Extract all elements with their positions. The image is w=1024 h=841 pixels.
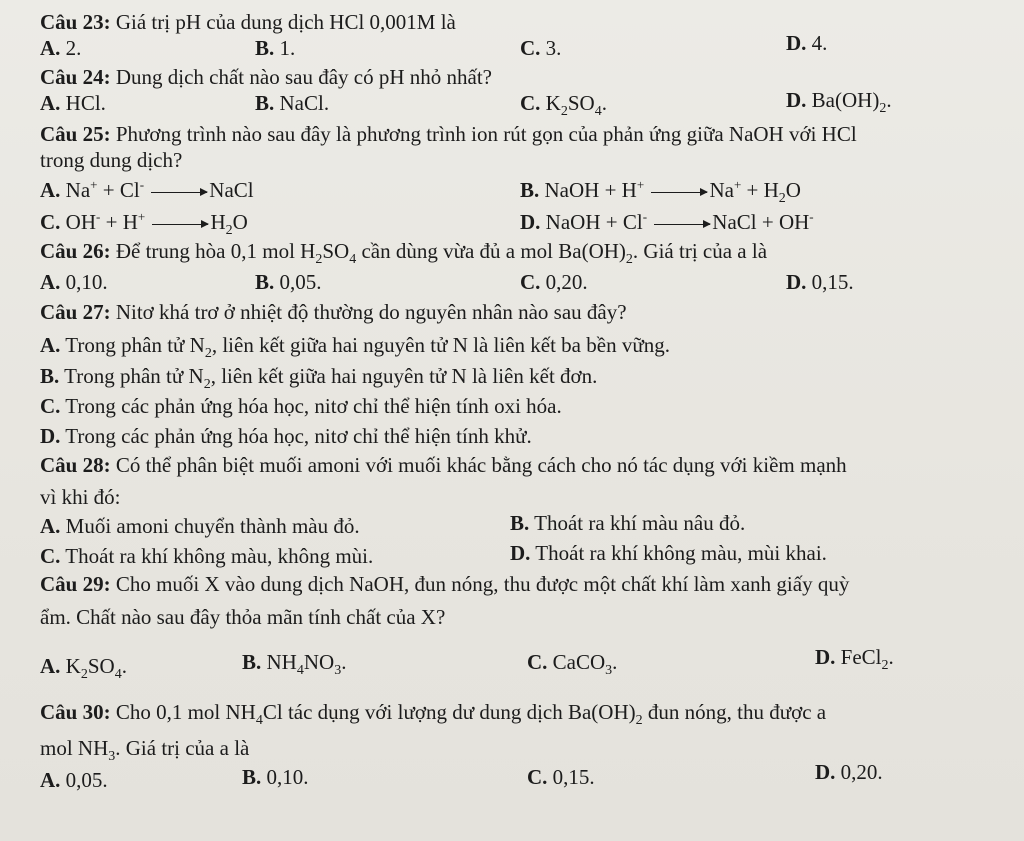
option-letter: A.: [40, 768, 61, 792]
option-text: 2.: [65, 36, 82, 60]
option-c: [520, 272, 588, 293]
subscript: 2: [225, 223, 233, 239]
option-text: Trong các phản ứng hóa học, nitơ chỉ thể hiện tính khử.: [65, 424, 532, 448]
option-letter: C.: [520, 36, 541, 60]
option-letter: B.: [255, 91, 275, 115]
question-text: Có thể phân biệt muối amoni với muối khác bằng cách cho nó tác dụng với kiềm mạnh: [115, 453, 847, 477]
question-23: [40, 12, 456, 33]
option-letter: A.: [40, 270, 61, 294]
option-text: 4.: [811, 31, 828, 55]
option-c: [40, 396, 562, 417]
formula-part: O: [785, 178, 801, 202]
option-b: [40, 366, 597, 392]
option-letter: C.: [527, 765, 548, 789]
option-letter: D.: [786, 31, 807, 55]
option-text: 3.: [545, 36, 562, 60]
option-letter: D.: [40, 424, 61, 448]
question-number: Câu 30:: [40, 700, 111, 724]
option-d: [786, 90, 892, 116]
formula-part: .: [601, 91, 607, 115]
option-text: 0,05.: [279, 270, 322, 294]
formula-part: NaCl: [209, 178, 254, 202]
formula-part: FeCl: [840, 645, 882, 669]
option-a: [40, 178, 254, 201]
question-text-cont: [40, 738, 249, 764]
subscript: 4: [255, 713, 263, 729]
option-b: [510, 513, 745, 534]
question-number: Câu 24:: [40, 65, 111, 89]
question-26: [40, 241, 767, 267]
subscript: 2: [879, 101, 887, 117]
option-letter: D.: [815, 760, 836, 784]
superscript: -: [139, 177, 145, 192]
formula-part: Na: [709, 178, 734, 202]
subscript: 2: [315, 252, 323, 268]
option-d: [520, 210, 814, 233]
question-number: Câu 25:: [40, 122, 111, 146]
superscript: -: [809, 209, 814, 224]
formula-part: H: [210, 210, 226, 234]
option-letter: A.: [40, 91, 61, 115]
option-text: Trong phân tử N: [65, 333, 205, 357]
option-letter: D.: [510, 541, 531, 565]
question-text: Dung dịch chất nào sau đây có pH nhỏ nhất?: [115, 65, 492, 89]
option-letter: D.: [786, 88, 807, 112]
question-25: [40, 124, 857, 145]
option-letter: A.: [40, 36, 61, 60]
option-text: , liên kết giữa hai nguyên tử N là liên kết ba bền vững.: [211, 333, 670, 357]
option-letter: C.: [520, 91, 541, 115]
question-number: Câu 29:: [40, 572, 111, 596]
question-text: . Giá trị của a là: [115, 736, 250, 760]
option-letter: C.: [520, 270, 541, 294]
formula-part: NaOH + Cl: [545, 210, 643, 234]
formula-part: OH: [65, 210, 97, 234]
question-text: Cho 0,1 mol NH: [115, 700, 256, 724]
option-c: [520, 38, 561, 59]
question-text: Cl tác dụng với lượng dư dung dịch Ba(OH): [262, 700, 636, 724]
subscript: 4: [114, 667, 122, 683]
question-29: [40, 574, 849, 595]
question-text: Nitơ khá trơ ở nhiệt độ thường do nguyên nhân nào sau đây?: [115, 300, 627, 324]
question-text-cont: vì khi đó:: [40, 485, 121, 509]
superscript: +: [90, 177, 98, 192]
option-text: Thoát ra khí không màu, mùi khai.: [535, 541, 827, 565]
option-letter: A.: [40, 178, 61, 202]
option-a: [40, 656, 127, 682]
question-24: [40, 67, 492, 88]
option-text: Thoát ra khí không màu, không mùi.: [65, 544, 374, 568]
question-text: cần dùng vừa đủ a mol Ba(OH): [356, 239, 626, 263]
superscript: +: [636, 177, 645, 192]
option-letter: A.: [40, 654, 61, 678]
formula-part: SO: [87, 654, 115, 678]
question-text: SO: [322, 239, 350, 263]
formula-part: .: [121, 654, 127, 678]
option-c: [527, 767, 595, 788]
option-text: NaCl.: [279, 91, 330, 115]
formula-part: + H: [746, 178, 779, 202]
formula-part: + H: [105, 210, 138, 234]
option-letter: D.: [815, 645, 836, 669]
superscript: -: [642, 209, 648, 224]
question-27: [40, 302, 627, 323]
arrow-icon: [151, 192, 207, 193]
formula-part: SO: [567, 91, 595, 115]
formula-part: K: [65, 654, 81, 678]
arrow-icon: [654, 224, 710, 225]
option-b: [255, 38, 295, 59]
subscript: 3: [108, 749, 116, 765]
option-d: [786, 272, 854, 293]
option-a: [40, 770, 108, 791]
formula-part: Na: [65, 178, 91, 202]
formula-part: CaCO: [552, 650, 606, 674]
option-letter: B.: [520, 178, 540, 202]
option-text: 0,15.: [552, 765, 595, 789]
option-a: [40, 272, 108, 293]
formula-part: NaCl + OH: [712, 210, 810, 234]
question-text: mol NH: [40, 736, 109, 760]
formula-part: NaOH + H: [544, 178, 637, 202]
option-d: [40, 426, 532, 447]
option-letter: B.: [242, 650, 262, 674]
option-letter: C.: [527, 650, 548, 674]
option-text: 0,15.: [811, 270, 854, 294]
question-text: Phương trình nào sau đây là phương trình ion rút gọn của phản ứng giữa NaOH với HCl: [115, 122, 857, 146]
option-letter: B.: [242, 765, 262, 789]
subscript: 2: [80, 667, 88, 683]
option-c: [527, 652, 617, 678]
superscript: +: [137, 209, 146, 224]
option-text: HCl.: [65, 91, 106, 115]
subscript: 2: [881, 658, 889, 674]
question-text-cont: ẩm. Chất nào sau đây thỏa mãn tính chất của X?: [40, 605, 446, 629]
subscript: 2: [635, 713, 643, 729]
formula-part: K: [545, 91, 561, 115]
option-c: [520, 93, 607, 119]
option-text: 0,20.: [840, 760, 883, 784]
formula-part: .: [612, 650, 618, 674]
option-text: Muối amoni chuyển thành màu đỏ.: [65, 514, 360, 538]
question-text: . Giá trị của a là: [632, 239, 768, 263]
question-number: Câu 23:: [40, 10, 111, 34]
option-text: 0,20.: [545, 270, 588, 294]
subscript: 3: [334, 663, 342, 679]
subscript: 2: [560, 104, 568, 120]
question-text: Cho muối X vào dung dịch NaOH, đun nóng, thu được một chất khí làm xanh giấy quỳ: [115, 572, 850, 596]
option-d: [815, 647, 894, 673]
question-number: Câu 28:: [40, 453, 111, 477]
option-b: [242, 652, 346, 678]
option-b: [520, 178, 801, 206]
formula-part: .: [341, 650, 347, 674]
option-letter: A.: [40, 514, 61, 538]
question-number: Câu 27:: [40, 300, 111, 324]
option-letter: C.: [40, 210, 61, 234]
formula-part: NH: [266, 650, 297, 674]
formula-part: O: [232, 210, 248, 234]
subscript: 2: [778, 191, 786, 207]
option-b: [242, 767, 309, 788]
question-28: [40, 455, 847, 476]
option-letter: D.: [786, 270, 807, 294]
question-30: [40, 702, 826, 728]
option-text: 0,05.: [65, 768, 108, 792]
formula-part: + Cl: [102, 178, 140, 202]
subscript: 4: [349, 252, 357, 268]
superscript: -: [96, 209, 101, 224]
option-d: [786, 33, 827, 54]
option-letter: A.: [40, 333, 61, 357]
question-number: Câu 26:: [40, 239, 111, 263]
arrow-icon: [152, 224, 208, 225]
option-a: [40, 93, 106, 114]
option-a: [40, 335, 670, 361]
superscript: +: [733, 177, 742, 192]
question-text-cont: trong dung dịch?: [40, 148, 183, 172]
option-letter: B.: [255, 270, 275, 294]
subscript: 4: [296, 663, 304, 679]
formula-part: NO: [303, 650, 335, 674]
question-text: Để trung hòa 0,1 mol H: [115, 239, 316, 263]
option-text: , liên kết giữa hai nguyên tử N là liên kết đơn.: [210, 364, 598, 388]
option-text: Trong các phản ứng hóa học, nitơ chỉ thể hiện tính oxi hóa.: [65, 394, 562, 418]
option-b: [255, 93, 329, 114]
option-letter: C.: [40, 394, 61, 418]
subscript: 2: [203, 377, 211, 393]
option-text: 0,10.: [65, 270, 108, 294]
subscript: 4: [594, 104, 602, 120]
subscript: 2: [204, 346, 212, 362]
question-text: Giá trị pH của dung dịch HCl 0,001M là: [115, 10, 456, 34]
option-text: 1.: [279, 36, 296, 60]
option-d: [510, 543, 827, 564]
option-letter: B.: [510, 511, 530, 535]
formula-part: .: [886, 88, 892, 112]
option-d: [815, 762, 883, 783]
option-text: Trong phân tử N: [64, 364, 204, 388]
question-text: đun nóng, thu được a: [642, 700, 827, 724]
arrow-icon: [651, 192, 707, 193]
option-text: Thoát ra khí màu nâu đỏ.: [534, 511, 746, 535]
option-letter: B.: [40, 364, 60, 388]
option-text: 0,10.: [266, 765, 309, 789]
option-letter: C.: [40, 544, 61, 568]
option-a: [40, 516, 360, 537]
option-c: [40, 210, 248, 238]
formula-part: .: [888, 645, 894, 669]
subscript: 2: [625, 252, 633, 268]
option-a: [40, 38, 81, 59]
formula-part: Ba(OH): [811, 88, 880, 112]
option-letter: D.: [520, 210, 541, 234]
option-c: [40, 546, 373, 567]
option-letter: B.: [255, 36, 275, 60]
subscript: 3: [605, 663, 613, 679]
option-b: [255, 272, 322, 293]
